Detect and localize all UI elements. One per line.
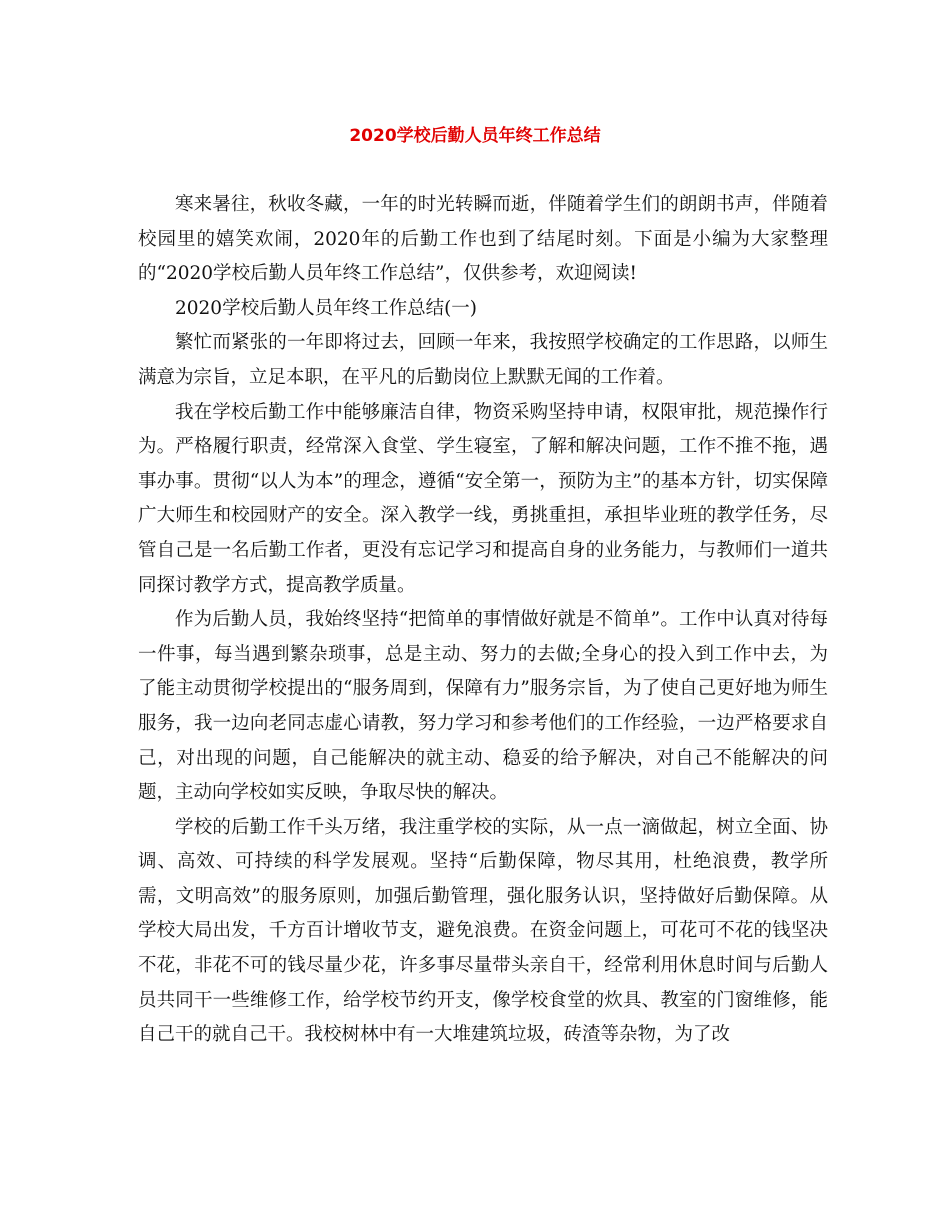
document-body — [138, 188, 828, 1053]
paragraph: 作为后勤人员，我始终坚持“把简单的事情做好就是不简单”。工作中认真对待每一件事，每当遇到繁杂琐事，总是主动、努力的去做;全身心的投入到工作中去，为了能主动贯彻学校提出的“服务周到，保障有力”服务宗旨，为了使自己更好地为师生服务，我一边向老同志虚心请教，努力学习和参考他们的工作经验，一边严格要求自己，对出现的问题，自己能解决的就主动、稳妥的给予解决，对自己不能解决的问题，主动向学校如实反映，争取尽快的解决。 — [138, 609, 828, 804]
document-title: 2020学校后勤人员年终工作总结 — [349, 126, 601, 146]
paragraph: 学校的后勤工作千头万绪，我注重学校的实际，从一点一滴做起，树立全面、协调、高效、可持续的科学发展观。坚持“后勤保障，物尽其用，杜绝浪费，教学所需，文明高效”的服务原则，加强后勤管理，强化服务认识，坚持做好后勤保障。从学校大局出发，千方百计增收节支，避免浪费。在资金问题上，可花可不花的钱坚决不花，非花不可的钱尽量少花，许多事尽量带头亲自干，经常利用休息时间与后勤人员共同干一些维修工作，给学校节约开支，像学校食堂的炊具、教室的门窗维修，能自己干的就自己干。我校树林中有一大堆建筑垃圾，砖渣等杂物，为了改 — [138, 816, 828, 1046]
section-heading: 2020学校后勤人员年终工作总结(一) — [175, 297, 478, 319]
paragraph: 我在学校后勤工作中能够廉洁自律，物资采购坚持申请，权限审批，规范操作行为。严格履行职责，经常深入食堂、学生寝室，了解和解决问题，工作不推不拖，遇事办事。贯彻“以人为本”的理念，遵循“安全第一，预防为主”的基本方针，切实保障广大师生和校园财产的安全。深入教学一线，勇挑重担，承担毕业班的教学任务，尽管自己是一名后勤工作者，更没有忘记学习和提高自身的业务能力，与教师们一道共同探讨教学方式，提高教学质量。 — [138, 401, 828, 596]
paragraph: 繁忙而紧张的一年即将过去，回顾一年来，我按照学校确定的工作思路，以师生满意为宗旨，立足本职，在平凡的后勤岗位上默默无闻的工作着。 — [138, 332, 828, 388]
paragraph-intro: 寒来暑往，秋收冬藏，一年的时光转瞬而逝，伴随着学生们的朗朗书声，伴随着校园里的嬉笑欢闹，2020年的后勤工作也到了结尾时刻。下面是小编为大家整理的“2020学校后勤人员年终工作总结”，仅供参考，欢迎阅读! — [138, 194, 828, 285]
